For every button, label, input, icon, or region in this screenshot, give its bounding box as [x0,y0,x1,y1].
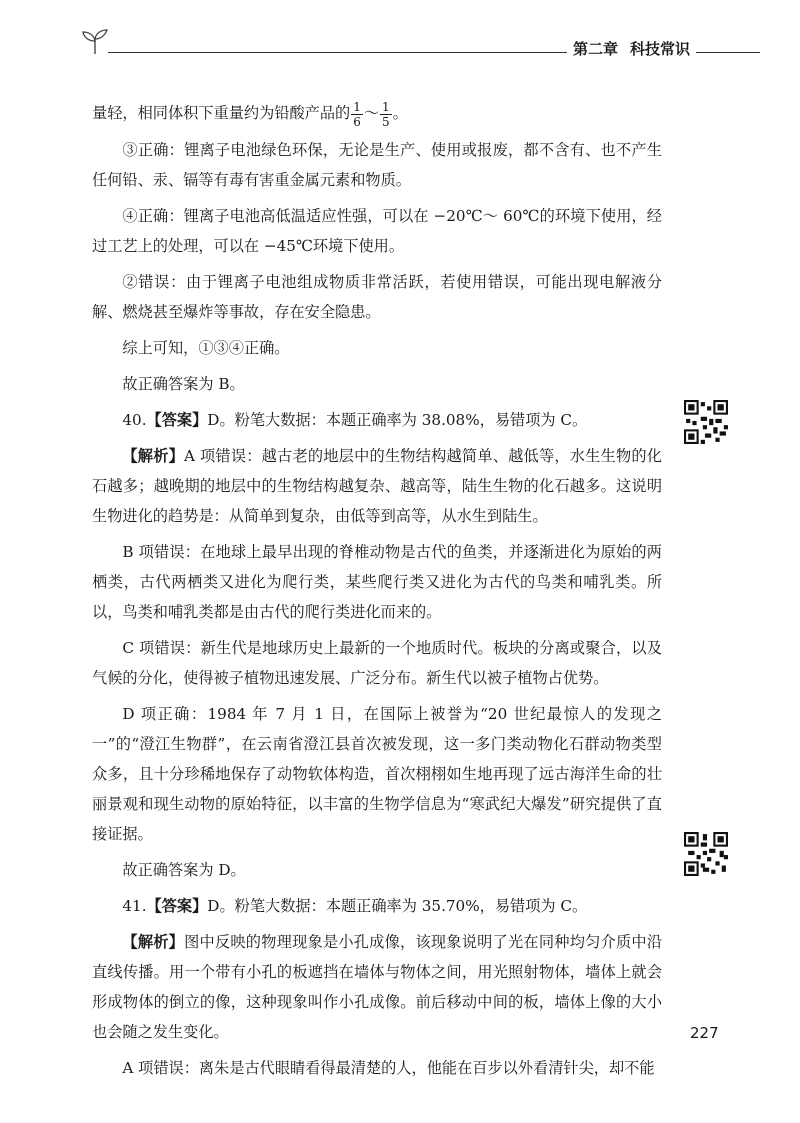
fraction-one-fifth: $\frac{1}{5}$ [382,99,390,129]
paragraph: ④正确：锂离子电池高低温适应性强，可以在 −20℃～ 60℃的环境下使用，经过工艺上的处理，可以在 −45℃环境下使用。 [92,206,662,255]
paragraph: ③正确：锂离子电池绿色环保，无论是生产、使用或报废，都不含有、也不产生任何铅、汞、镉等有毒有害重金属元素和物质。 [92,140,662,189]
chapter-label: 第二章 [572,40,618,58]
paragraph: 故正确答案为 D。 [122,860,246,879]
range-sign: ～ [363,104,380,122]
analysis-tag: 【解析】 [122,932,185,951]
qr-code-icon[interactable] [684,832,728,876]
analysis-40: 【解析】A 项错误：越古老的地层中的生物结构越简单、越低等，水生生物的化石越多；越晚期的地层中的生物结构越复杂、越高等，陆生生物的化石越多。这说明生物进化的趋势是：从简单到复杂，由低等到高等，从水生到陆生。 [92,446,662,525]
paragraph: 综上可知，①③④正确。 [122,338,290,357]
paragraph: 故正确答案为 B。 [122,374,245,393]
paragraph: ②错误：由于锂离子电池组成物质非常活跃，若使用错误，可能出现电解液分解、燃烧甚至爆炸等事故，存在安全隐患。 [92,272,662,321]
answer-tag: 【答案】 [146,896,208,915]
answer-tag: 【答案】 [146,410,208,429]
paragraph: C 项错误：新生代是地球历史上最新的一个地质时代。板块的分离或聚合，以及气候的分化，使得被子植物迅速发展、广泛分布。新生代以被子植物占优势。 [92,638,662,687]
paragraph: 量轻，相同体积下重量约为铅酸产品的 $\frac{1}{6}$ ～ $\frac{1}{5}$ 。 [92,99,408,129]
analysis-41: 【解析】图中反映的物理现象是小孔成像，该现象说明了光在同种均匀介质中沿直线传播。用一个带有小孔的板遮挡在墙体与物体之间，用光照射物体，墙体上就会形成物体的倒立的像，这种现象叫作小孔成像。前后移动中间的板，墙体上像的大小也会随之发生变化。 [92,932,663,1041]
paragraph: D 项正确：1984 年 7 月 1 日，在国际上被誉为“20 世纪最惊人的发现之一”的“澄江生物群”，在云南省澄江县首次被发现，这一多门类动物化石群动物类型众多，且十分珍稀地保存了动物软体构造，首次栩栩如生地再现了远古海洋生命的壮丽景观和现生动物的原始特征，以丰富的生物学信息为“寒武纪大爆发”研究提供了直接证据。 [92,704,662,843]
section-label: 科技常识 [629,40,690,58]
analysis-tag: 【解析】 [122,446,185,465]
fraction-one-sixth: $\frac{1}{6}$ [353,99,361,129]
chapter-title [567,38,696,59]
page-body [92,98,662,1089]
paragraph: A 项错误：离朱是古代眼睛看得最清楚的人，他能在百步以外看清针尖，却不能 [122,1058,655,1077]
paragraph: B 项错误：在地球上最早出现的脊椎动物是古代的鱼类，并逐渐进化为原始的两栖类，古代两栖类又进化为爬行类，某些爬行类又进化为古代的鸟类和哺乳类。所以，鸟类和哺乳类都是由古代的爬行类进化而来的。 [92,542,662,621]
answer-line-40: 40.【答案】D。粉笔大数据：本题正确率为 38.08%，易错项为 C。 [122,410,588,429]
paragraph-text: 量轻，相同体积下重量约为铅酸产品的 [92,104,351,122]
qr-code-icon[interactable] [684,400,728,444]
leaf-icon [80,28,110,58]
page-number: 227 [690,1024,719,1042]
page-header [80,28,760,64]
answer-line-41: 41.【答案】D。粉笔大数据：本题正确率为 35.70%，易错项为 C。 [122,896,588,915]
